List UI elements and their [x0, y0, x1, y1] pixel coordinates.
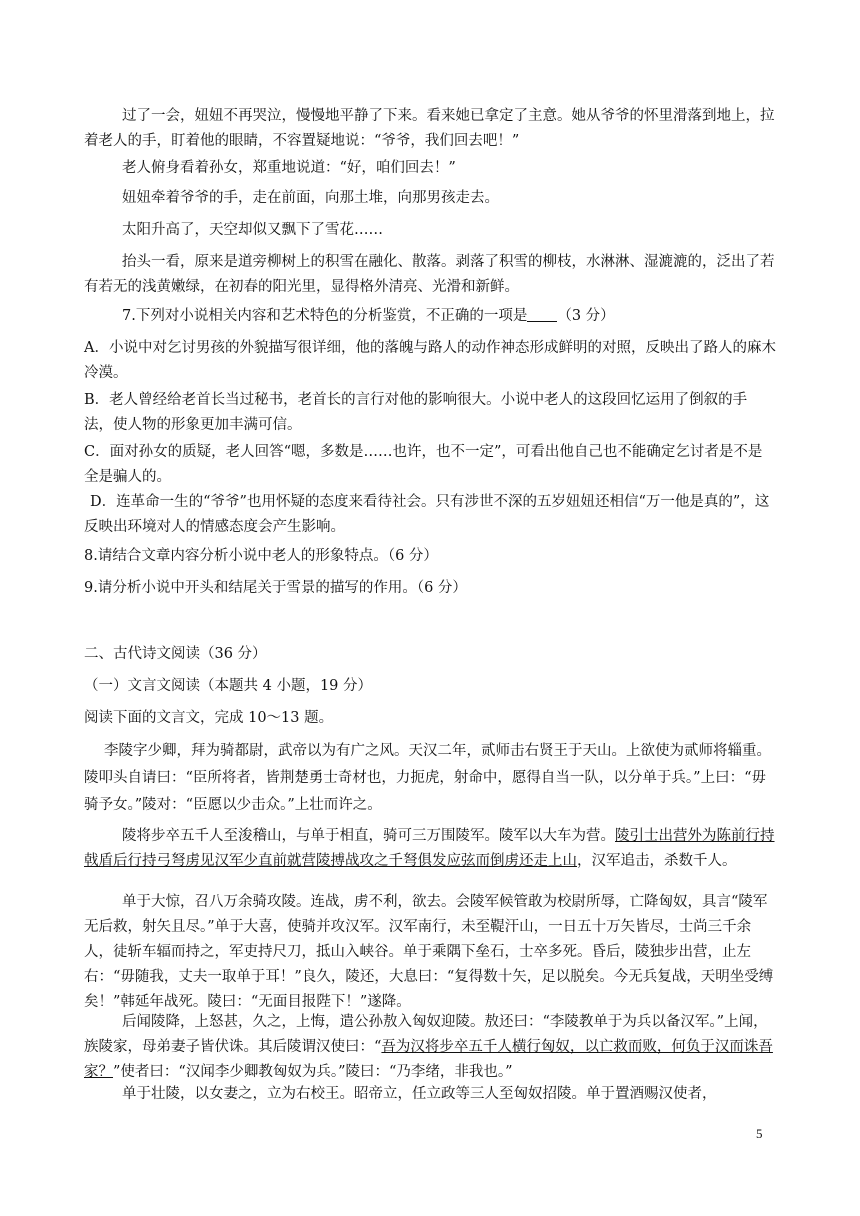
question-7-points: （3 分） — [557, 308, 615, 324]
classical-paragraph: 李陵字少卿，拜为骑都尉，武帝以为有广之风。天汉二年，贰师击右贤王于天山。上欲使为贰师将辎重。陵叩头自请曰：“臣所将者，皆荆楚勇士奇材也，力扼虎，射命中，愿得自当一队，以分单于兵。”上曰：“毋骑予女。”陵对：“臣愿以少击众。”上壮而许之。 — [84, 743, 771, 813]
option-b: B．老人曾经给老首长当过秘书，老首长的言行对他的影响很大。小说中老人的这段回忆运用了倒叙的手法，使人物的形象更加丰满可信。 — [84, 392, 748, 433]
story-paragraph: 老人俯身看着孙女，郑重地说道：“好，咱们回去！” — [122, 160, 456, 176]
answer-blank[interactable] — [527, 307, 557, 322]
question-7-stem — [84, 304, 776, 329]
classical-paragraph — [84, 824, 776, 874]
option-a: A．小说中对乞讨男孩的外貌描写很详细，他的落魄与路人的动作神态形成鲜明的对照，反映出了路人的麻木冷漠。 — [84, 340, 776, 381]
classical-text: ，汉军追击，杀数千人。 — [577, 853, 737, 869]
question-8: 8.请结合文章内容分析小说中老人的形象特点。（6 分） — [84, 548, 438, 564]
classical-paragraph: 单于壮陵，以女妻之，立为右校王。昭帝立，任立政等三人至匈奴招陵。单于置酒赐汉使者， — [122, 1086, 717, 1102]
question-9: 9.请分析小说中开头和结尾关于雪景的描写的作用。（6 分） — [84, 580, 467, 596]
section-subtitle: （一）文言文阅读（本题共 4 小题，19 分） — [84, 678, 373, 694]
underlined-sentence: 吾为汉将步卒五千人横行匈奴，以亡救而败，何负于汉而诛吾家？ — [84, 1039, 773, 1080]
underlined-sentence: 为陈前行持戟盾后行持弓弩虏见汉军少直前就营陵搏战攻之千弩俱发应弦而倒虏还走上山 — [84, 828, 775, 869]
classical-text: ”使者曰：“汉闻李少卿教匈奴为兵。”陵曰：“乃李绪，非我也。” — [113, 1064, 513, 1080]
option-d: D．连革命一生的“爷爷”也用怀疑的态度来看待社会。只有涉世不深的五岁妞妞还相信“万一他是真的”，这反映出环境对人的情感态度会产生影响。 — [84, 494, 770, 535]
story-paragraph: 太阳升高了，天空却似又飘下了雪花…… — [122, 222, 383, 238]
story-paragraph: 过了一会，妞妞不再哭泣，慢慢地平静了下来。看来她已拿定了主意。她从爷爷的怀里滑落到地上，拉着老人的手，盯着他的眼睛，不容置疑地说：“爷爷，我们回去吧！” — [84, 108, 775, 149]
story-paragraph: 抬头一看，原来是道旁柳树上的积雪在融化、散落。剥落了积雪的柳枝，水淋淋、湿漉漉的，泛出了若有若无的浅黄嫩绿，在初春的阳光里，显得格外清亮、光滑和新鲜。 — [84, 254, 775, 295]
reading-instruction: 阅读下面的文言文，完成 10～13 题。 — [84, 710, 334, 726]
section-title: 二、古代诗文阅读（36 分） — [84, 646, 267, 662]
page-number: 5 — [756, 1126, 763, 1141]
classical-text: 后闻陵降，上怒甚，久之，上悔，遣公孙敖入匈奴迎陵。敖还曰：“李陵教单于为兵以备汉军。”上闻，族陵家，母弟妻子皆伏诛。其后陵谓汉使曰：“ — [84, 1014, 768, 1055]
underlined-sentence: 陵引士出营外 — [615, 828, 702, 844]
classical-paragraph — [84, 1010, 776, 1085]
classical-text: 陵将步卒五千人至浚稽山，与单于相直，骑可三万围陵军。陵军以大车为营。 — [122, 828, 615, 844]
question-7-text: 7.下列对小说相关内容和艺术特色的分析鉴赏，不正确的一项是 — [122, 308, 528, 324]
story-paragraph: 妞妞牵着爷爷的手，走在前面，向那土堆，向那男孩走去。 — [122, 190, 499, 206]
option-c: C．面对孙女的质疑，老人回答“嗯，多数是……也许，也不一定”，可看出他自己也不能确定乞讨者是不是全是骗人的。 — [84, 444, 763, 485]
classical-paragraph: 单于大惊，召八万余骑攻陵。连战，虏不利，欲去。会陵军候管敢为校尉所辱，亡降匈奴，具言“陵军无后救，射矢且尽。”单于大喜，使骑并攻汉军。汉军南行，未至鞮汗山，一日五十万矢皆尽，士尚三千余人，徒斩车辐而持之，军吏持尺刀，抵山入峡谷。单于乘隅下垒石，士卒多死。昏后，陵独步出营，止左右：“毋随我，丈夫一取单于耳！”良久，陵还，大息曰：“复得数十矢，足以脱矣。今无兵复战，天明坐受缚矣！”韩延年战死。陵曰：“无面目报陛下！”遂降。 — [84, 894, 774, 1010]
